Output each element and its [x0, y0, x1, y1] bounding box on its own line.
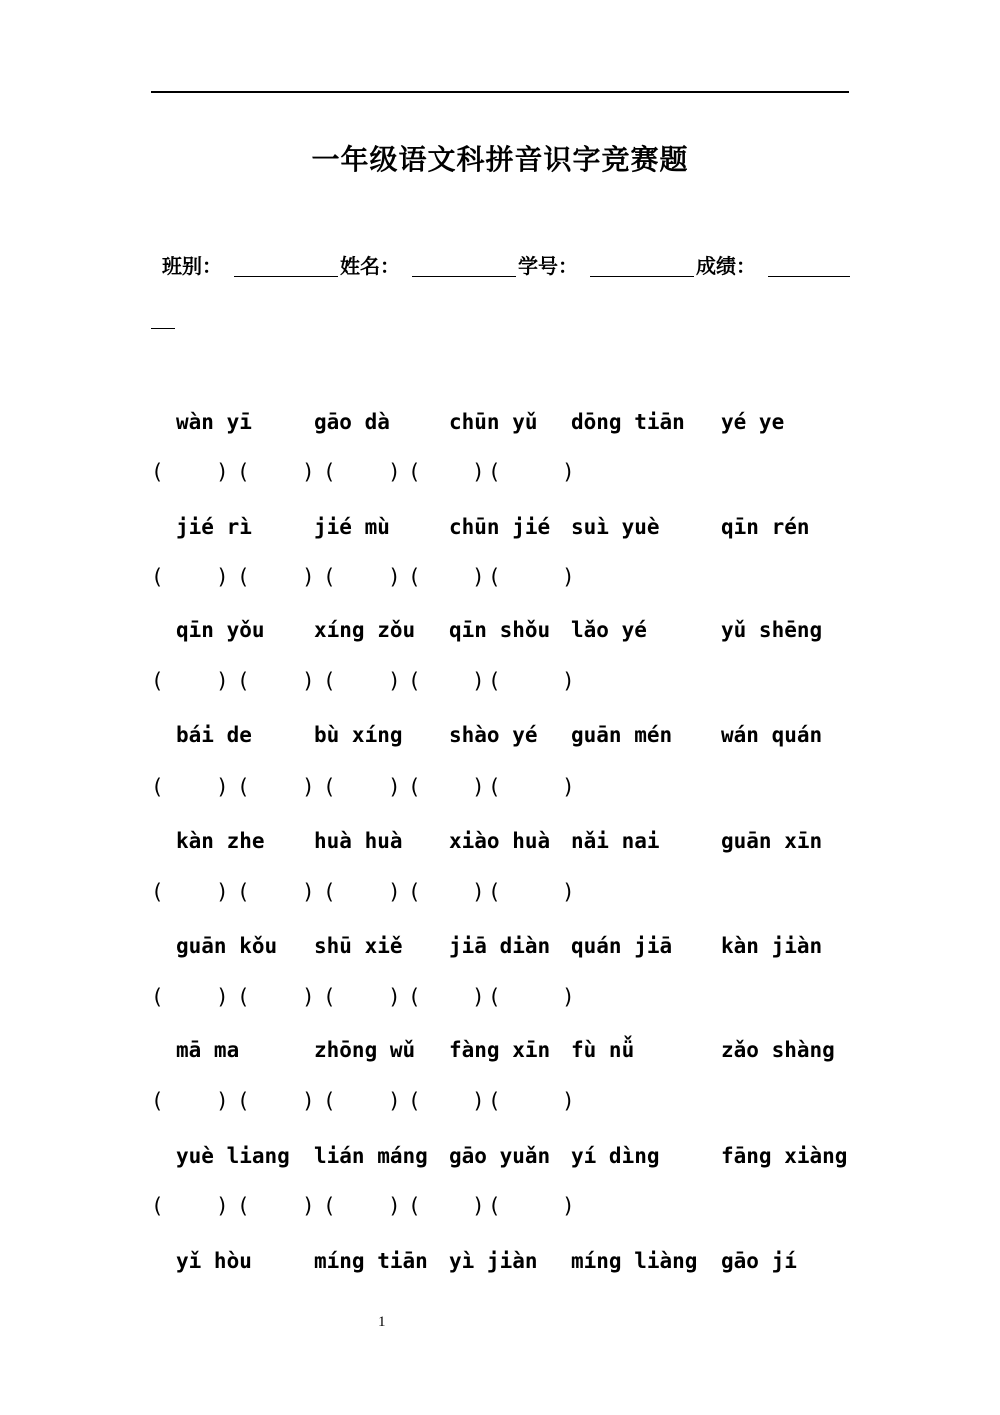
answer-paren-close: ) [562, 880, 575, 904]
pinyin-word: lǎo yé [571, 618, 647, 642]
answer-paren-close: ) [562, 460, 575, 484]
answer-paren-open[interactable]: ( [237, 775, 250, 799]
pinyin-word: jié mù [314, 515, 390, 539]
answer-paren-open[interactable]: ( [323, 1194, 336, 1218]
answer-paren-open[interactable]: ( [488, 1194, 501, 1218]
pinyin-word: wán quán [721, 723, 823, 747]
pinyin-word: zǎo shàng [721, 1038, 835, 1062]
answer-paren-close: ) [302, 775, 315, 799]
answer-paren-close: ) [302, 669, 315, 693]
pinyin-word: yé ye [721, 410, 785, 434]
pinyin-word: guān kǒu [176, 934, 278, 958]
pinyin-word: chūn yǔ [449, 410, 538, 434]
pinyin-word: kàn jiàn [721, 934, 823, 958]
answer-paren-close: ) [302, 565, 315, 589]
answer-paren-close: ) [472, 985, 485, 1009]
answer-row [0, 1194, 1000, 1224]
answer-paren-open[interactable]: ( [237, 1089, 250, 1113]
class-label: 班别： [162, 254, 222, 278]
answer-paren-open[interactable]: ( [151, 565, 164, 589]
answer-paren-open[interactable]: ( [408, 669, 421, 693]
answer-paren-close: ) [472, 565, 485, 589]
answer-paren-open[interactable]: ( [237, 669, 250, 693]
name-blank[interactable] [412, 276, 516, 277]
answer-paren-close: ) [388, 1089, 401, 1113]
pinyin-row [0, 723, 1000, 753]
answer-paren-close: ) [562, 1089, 575, 1113]
pinyin-word: huà huà [314, 829, 403, 853]
pinyin-row [0, 618, 1000, 648]
answer-paren-close: ) [216, 460, 229, 484]
pinyin-word: gāo jí [721, 1249, 797, 1273]
answer-row [0, 1089, 1000, 1119]
answer-paren-close: ) [472, 669, 485, 693]
answer-paren-open[interactable]: ( [488, 985, 501, 1009]
answer-paren-open[interactable]: ( [408, 460, 421, 484]
answer-row [0, 880, 1000, 910]
answer-paren-close: ) [472, 775, 485, 799]
answer-paren-open[interactable]: ( [151, 669, 164, 693]
pinyin-word: kàn zhe [176, 829, 265, 853]
pinyin-word: suì yuè [571, 515, 660, 539]
pinyin-word: chūn jié [449, 515, 551, 539]
answer-paren-close: ) [388, 775, 401, 799]
answer-paren-close: ) [388, 565, 401, 589]
answer-paren-close: ) [562, 775, 575, 799]
answer-paren-open[interactable]: ( [323, 985, 336, 1009]
answer-paren-close: ) [302, 985, 315, 1009]
answer-paren-open[interactable]: ( [488, 669, 501, 693]
pinyin-word: xiào huà [449, 829, 551, 853]
answer-paren-close: ) [388, 669, 401, 693]
pinyin-word: shū xiě [314, 934, 403, 958]
answer-paren-open[interactable]: ( [323, 775, 336, 799]
pinyin-word: nǎi nai [571, 829, 660, 853]
pinyin-row [0, 515, 1000, 545]
answer-paren-open[interactable]: ( [488, 880, 501, 904]
answer-row [0, 669, 1000, 699]
pinyin-word: qīn yǒu [176, 618, 265, 642]
answer-paren-close: ) [562, 1194, 575, 1218]
answer-paren-close: ) [302, 460, 315, 484]
answer-paren-close: ) [216, 565, 229, 589]
answer-paren-open[interactable]: ( [488, 1089, 501, 1113]
page-title: 一年级语文科拼音识字竞赛题 [311, 143, 689, 176]
pinyin-word: lián máng [314, 1144, 428, 1168]
pinyin-word: yǐ hòu [176, 1249, 252, 1273]
pinyin-word: míng tiān [314, 1249, 428, 1273]
answer-paren-open[interactable]: ( [237, 1194, 250, 1218]
pinyin-row [0, 1038, 1000, 1068]
pinyin-word: fù nǚ [571, 1038, 635, 1062]
pinyin-word: yí dìng [571, 1144, 660, 1168]
student-id-blank[interactable] [590, 276, 694, 277]
pinyin-row [0, 410, 1000, 440]
pinyin-word: mā ma [176, 1038, 240, 1062]
page-number: 1 [378, 1314, 386, 1330]
answer-paren-close: ) [388, 880, 401, 904]
answer-paren-close: ) [472, 460, 485, 484]
answer-paren-open[interactable]: ( [151, 1194, 164, 1218]
answer-paren-close: ) [562, 565, 575, 589]
pinyin-word: yǔ shēng [721, 618, 823, 642]
answer-paren-open[interactable]: ( [237, 460, 250, 484]
answer-paren-open[interactable]: ( [323, 460, 336, 484]
pinyin-row [0, 829, 1000, 859]
answer-paren-open[interactable]: ( [237, 985, 250, 1009]
answer-paren-close: ) [388, 985, 401, 1009]
score-label: 成绩： [696, 254, 756, 278]
answer-paren-open[interactable]: ( [323, 880, 336, 904]
pinyin-word: jiā diàn [449, 934, 551, 958]
pinyin-word: gāo yuǎn [449, 1144, 551, 1168]
answer-paren-close: ) [472, 880, 485, 904]
pinyin-word: fàng xīn [449, 1038, 551, 1062]
answer-paren-open[interactable]: ( [151, 985, 164, 1009]
pinyin-word: qīn shǒu [449, 618, 551, 642]
answer-paren-open[interactable]: ( [408, 985, 421, 1009]
answer-paren-close: ) [302, 880, 315, 904]
answer-paren-open[interactable]: ( [323, 669, 336, 693]
answer-paren-close: ) [216, 985, 229, 1009]
score-blank-continuation [151, 328, 175, 329]
answer-paren-open[interactable]: ( [488, 775, 501, 799]
answer-paren-open[interactable]: ( [408, 1194, 421, 1218]
answer-paren-open[interactable]: ( [408, 880, 421, 904]
student-id-label: 学号： [518, 254, 578, 278]
pinyin-word: quán jiā [571, 934, 673, 958]
answer-paren-open[interactable]: ( [408, 1089, 421, 1113]
pinyin-word: jié rì [176, 515, 252, 539]
answer-row [0, 565, 1000, 595]
pinyin-word: zhōng wǔ [314, 1038, 416, 1062]
answer-paren-close: ) [216, 1089, 229, 1113]
pinyin-word: míng liàng [571, 1249, 698, 1273]
pinyin-word: gāo dà [314, 410, 390, 434]
answer-paren-close: ) [302, 1089, 315, 1113]
answer-paren-open[interactable]: ( [151, 880, 164, 904]
answer-paren-open[interactable]: ( [488, 565, 501, 589]
pinyin-row [0, 1249, 1000, 1279]
answer-paren-close: ) [388, 460, 401, 484]
answer-paren-open[interactable]: ( [151, 460, 164, 484]
answer-paren-close: ) [562, 669, 575, 693]
answer-paren-open[interactable]: ( [323, 565, 336, 589]
student-info-line [162, 250, 862, 284]
answer-row [0, 775, 1000, 805]
name-label: 姓名： [340, 254, 400, 278]
answer-paren-close: ) [388, 1194, 401, 1218]
pinyin-word: yuè liang [176, 1144, 290, 1168]
answer-paren-open[interactable]: ( [237, 565, 250, 589]
answer-paren-close: ) [216, 880, 229, 904]
answer-paren-open[interactable]: ( [237, 880, 250, 904]
class-blank[interactable] [234, 276, 338, 277]
answer-row [0, 460, 1000, 490]
answer-paren-open[interactable]: ( [408, 775, 421, 799]
answer-paren-open[interactable]: ( [408, 565, 421, 589]
header-rule [151, 91, 849, 93]
score-blank[interactable] [768, 276, 850, 277]
answer-paren-close: ) [472, 1089, 485, 1113]
pinyin-word: yì jiàn [449, 1249, 538, 1273]
answer-paren-close: ) [472, 1194, 485, 1218]
answer-paren-close: ) [216, 1194, 229, 1218]
pinyin-word: bù xíng [314, 723, 403, 747]
answer-paren-close: ) [562, 985, 575, 1009]
answer-paren-close: ) [216, 669, 229, 693]
pinyin-row [0, 934, 1000, 964]
pinyin-word: bái de [176, 723, 252, 747]
answer-paren-open[interactable]: ( [151, 1089, 164, 1113]
answer-paren-open[interactable]: ( [488, 460, 501, 484]
pinyin-word: shào yé [449, 723, 538, 747]
answer-paren-open[interactable]: ( [323, 1089, 336, 1113]
pinyin-word: qīn rén [721, 515, 810, 539]
answer-paren-open[interactable]: ( [151, 775, 164, 799]
pinyin-word: fāng xiàng [721, 1144, 848, 1168]
pinyin-word: dōng tiān [571, 410, 685, 434]
pinyin-word: guān mén [571, 723, 673, 747]
answer-paren-close: ) [302, 1194, 315, 1218]
pinyin-word: guān xīn [721, 829, 823, 853]
pinyin-row [0, 1144, 1000, 1174]
answer-paren-close: ) [216, 775, 229, 799]
pinyin-word: xíng zǒu [314, 618, 416, 642]
pinyin-word: wàn yī [176, 410, 252, 434]
answer-row [0, 985, 1000, 1015]
